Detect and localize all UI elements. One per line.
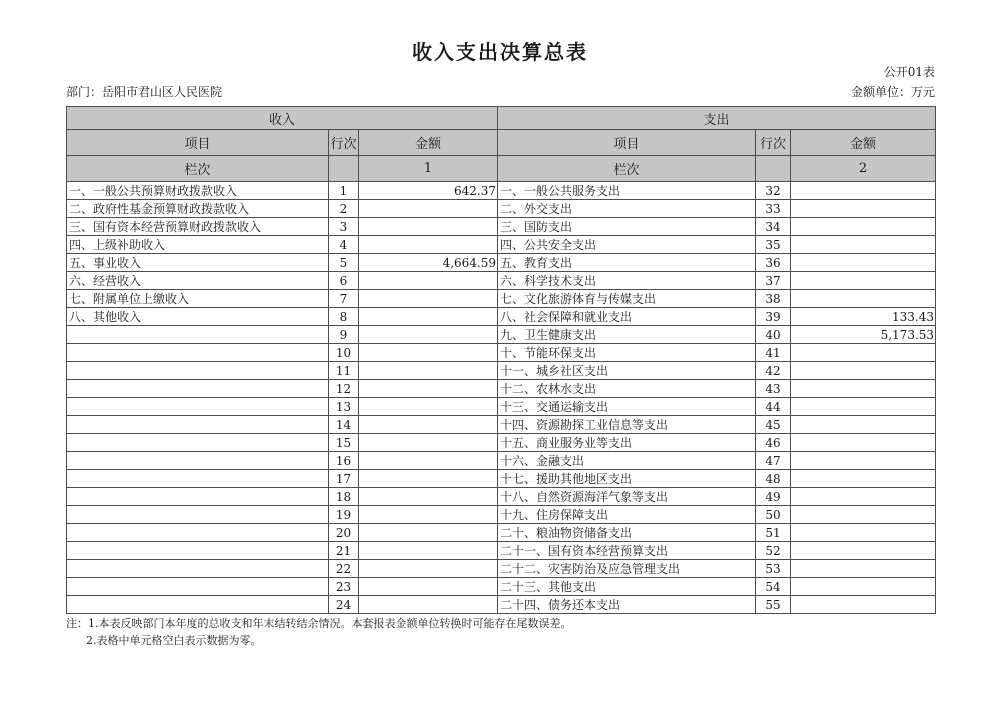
income-item-cell: 六、经营收入 — [67, 272, 329, 290]
table-row — [67, 578, 936, 596]
income-item-cell: 八、其他收入 — [67, 308, 329, 326]
expense-amount-cell — [791, 272, 936, 290]
income-amount-header: 金额 — [359, 130, 498, 156]
income-rowno-cell: 10 — [329, 344, 359, 362]
expense-amount-cell — [791, 596, 936, 614]
expense-amount-cell — [791, 506, 936, 524]
income-rowno-cell: 11 — [329, 362, 359, 380]
unit-label: 金额单位：万元 — [850, 85, 935, 99]
expense-item-cell: 二十一、国有资本经营预算支出 — [498, 542, 756, 560]
expense-item-cell: 十三、交通运输支出 — [498, 398, 756, 416]
expense-rowno-cell: 35 — [756, 236, 791, 254]
income-amount-cell — [359, 470, 498, 488]
income-rowno-cell: 21 — [329, 542, 359, 560]
income-item-cell — [67, 488, 329, 506]
expense-item-cell: 十四、资源勘探工业信息等支出 — [498, 416, 756, 434]
expense-rowno-cell: 55 — [756, 596, 791, 614]
table-row — [67, 254, 936, 272]
expense-rowno-cell: 39 — [756, 308, 791, 326]
expense-item-cell: 二、外交支出 — [498, 200, 756, 218]
expense-item-cell: 七、文化旅游体育与传媒支出 — [498, 290, 756, 308]
department-label: 部门：岳阳市君山区人民医院 — [66, 85, 223, 99]
table-row — [67, 434, 936, 452]
expense-lanci-empty — [756, 156, 791, 182]
expense-item-cell: 十一、城乡社区支出 — [498, 362, 756, 380]
table-row — [67, 362, 936, 380]
income-item-cell — [67, 398, 329, 416]
expense-amount-cell — [791, 344, 936, 362]
expense-rowno-cell: 43 — [756, 380, 791, 398]
expense-rowno-cell: 40 — [756, 326, 791, 344]
expense-item-cell: 二十、粮油物资储备支出 — [498, 524, 756, 542]
income-rowno-cell: 8 — [329, 308, 359, 326]
income-rowno-cell: 6 — [329, 272, 359, 290]
income-amount-cell — [359, 290, 498, 308]
expense-amount-cell — [791, 254, 936, 272]
budget-summary-table — [66, 106, 936, 614]
income-rowno-cell: 2 — [329, 200, 359, 218]
expense-item-header: 项目 — [498, 130, 756, 156]
table-row — [67, 272, 936, 290]
footnote-line-2: 2.表格中单元格空白表示数据为零。 — [86, 634, 262, 647]
expense-item-cell: 三、国防支出 — [498, 218, 756, 236]
income-amount-cell — [359, 344, 498, 362]
income-amount-cell — [359, 506, 498, 524]
income-item-cell — [67, 452, 329, 470]
income-rowno-cell: 15 — [329, 434, 359, 452]
income-item-cell — [67, 596, 329, 614]
expense-rowno-cell: 47 — [756, 452, 791, 470]
expense-section-header: 支出 — [498, 107, 936, 130]
expense-rowno-cell: 41 — [756, 344, 791, 362]
income-rowno-cell: 7 — [329, 290, 359, 308]
income-rowno-cell: 12 — [329, 380, 359, 398]
table-row — [67, 488, 936, 506]
expense-amount-cell — [791, 362, 936, 380]
meta-row — [66, 83, 935, 100]
income-item-cell — [67, 362, 329, 380]
expense-rowno-cell: 46 — [756, 434, 791, 452]
income-amount-cell — [359, 218, 498, 236]
table-row — [67, 506, 936, 524]
expense-amount-cell — [791, 218, 936, 236]
table-row — [67, 398, 936, 416]
expense-item-cell: 十五、商业服务业等支出 — [498, 434, 756, 452]
expense-item-cell: 二十四、债务还本支出 — [498, 596, 756, 614]
table-row — [67, 542, 936, 560]
income-item-cell — [67, 542, 329, 560]
expense-rowno-cell: 53 — [756, 560, 791, 578]
expense-item-cell: 十六、金融支出 — [498, 452, 756, 470]
expense-column-number: 2 — [791, 156, 936, 182]
table-row — [67, 524, 936, 542]
income-amount-cell — [359, 380, 498, 398]
income-rowno-cell: 17 — [329, 470, 359, 488]
income-item-cell: 五、事业收入 — [67, 254, 329, 272]
table-row — [67, 182, 936, 200]
income-rowno-cell: 13 — [329, 398, 359, 416]
expense-amount-cell — [791, 452, 936, 470]
expense-rowno-cell: 33 — [756, 200, 791, 218]
income-amount-cell — [359, 542, 498, 560]
income-amount-cell — [359, 416, 498, 434]
income-rowno-cell: 23 — [329, 578, 359, 596]
income-amount-cell — [359, 452, 498, 470]
expense-rowno-cell: 50 — [756, 506, 791, 524]
expense-item-cell: 九、卫生健康支出 — [498, 326, 756, 344]
expense-rowno-cell: 54 — [756, 578, 791, 596]
expense-item-cell: 二十二、灾害防治及应急管理支出 — [498, 560, 756, 578]
expense-item-cell: 十二、农林水支出 — [498, 380, 756, 398]
income-item-cell — [67, 470, 329, 488]
expense-rowno-cell: 36 — [756, 254, 791, 272]
income-rowno-cell: 9 — [329, 326, 359, 344]
income-amount-cell — [359, 596, 498, 614]
expense-amount-cell — [791, 524, 936, 542]
income-item-cell — [67, 416, 329, 434]
table-row — [67, 596, 936, 614]
income-amount-cell: 642.37 — [359, 182, 498, 200]
income-item-cell — [67, 560, 329, 578]
income-rowno-cell: 4 — [329, 236, 359, 254]
expense-item-cell: 五、教育支出 — [498, 254, 756, 272]
table-row — [67, 218, 936, 236]
income-item-header: 项目 — [67, 130, 329, 156]
income-item-cell — [67, 326, 329, 344]
expense-item-cell: 六、科学技术支出 — [498, 272, 756, 290]
expense-amount-cell — [791, 434, 936, 452]
expense-item-cell: 二十三、其他支出 — [498, 578, 756, 596]
income-amount-cell — [359, 488, 498, 506]
income-rowno-cell: 20 — [329, 524, 359, 542]
income-item-cell — [67, 578, 329, 596]
expense-rowno-cell: 44 — [756, 398, 791, 416]
income-item-cell — [67, 380, 329, 398]
expense-rowno-cell: 49 — [756, 488, 791, 506]
expense-amount-header: 金额 — [791, 130, 936, 156]
table-row — [67, 344, 936, 362]
expense-amount-cell — [791, 236, 936, 254]
table-row — [67, 200, 936, 218]
column-index-row — [67, 156, 936, 182]
footnotes — [66, 615, 940, 649]
expense-amount-cell — [791, 560, 936, 578]
income-rowno-cell: 18 — [329, 488, 359, 506]
income-item-cell: 一、一般公共预算财政拨款收入 — [67, 182, 329, 200]
expense-item-cell: 十七、援助其他地区支出 — [498, 470, 756, 488]
section-header-row — [67, 107, 936, 130]
income-item-cell — [67, 434, 329, 452]
footnote-line-1: 注：1.本表反映部门本年度的总收支和年末结转结余情况。本套报表金额单位转换时可能存在尾数误差。 — [66, 617, 572, 630]
table-row — [67, 560, 936, 578]
income-amount-cell — [359, 560, 498, 578]
expense-rowno-cell: 52 — [756, 542, 791, 560]
expense-rowno-cell: 32 — [756, 182, 791, 200]
income-amount-cell — [359, 200, 498, 218]
income-amount-cell — [359, 308, 498, 326]
expense-amount-cell — [791, 578, 936, 596]
income-rowno-cell: 3 — [329, 218, 359, 236]
table-row — [67, 290, 936, 308]
income-item-cell: 七、附属单位上缴收入 — [67, 290, 329, 308]
expense-amount-cell: 133.43 — [791, 308, 936, 326]
expense-item-cell: 一、一般公共服务支出 — [498, 182, 756, 200]
expense-amount-cell — [791, 200, 936, 218]
expense-item-cell: 十八、自然资源海洋气象等支出 — [498, 488, 756, 506]
expense-lanci-label: 栏次 — [498, 156, 756, 182]
income-amount-cell — [359, 524, 498, 542]
expense-amount-cell — [791, 542, 936, 560]
income-item-cell: 二、政府性基金预算财政拨款收入 — [67, 200, 329, 218]
expense-rowno-cell: 42 — [756, 362, 791, 380]
expense-rowno-header: 行次 — [756, 130, 791, 156]
income-item-cell: 三、国有资本经营预算财政拨款收入 — [67, 218, 329, 236]
expense-amount-cell — [791, 416, 936, 434]
expense-rowno-cell: 34 — [756, 218, 791, 236]
expense-rowno-cell: 38 — [756, 290, 791, 308]
column-header-row — [67, 130, 936, 156]
expense-item-cell: 四、公共安全支出 — [498, 236, 756, 254]
income-lanci-label: 栏次 — [67, 156, 329, 182]
income-column-number: 1 — [359, 156, 498, 182]
income-amount-cell — [359, 434, 498, 452]
income-rowno-cell: 22 — [329, 560, 359, 578]
income-amount-cell — [359, 362, 498, 380]
income-rowno-cell: 14 — [329, 416, 359, 434]
income-item-cell: 四、上级补助收入 — [67, 236, 329, 254]
expense-item-cell: 十九、住房保障支出 — [498, 506, 756, 524]
expense-rowno-cell: 48 — [756, 470, 791, 488]
income-lanci-empty — [329, 156, 359, 182]
income-rowno-cell: 5 — [329, 254, 359, 272]
income-item-cell — [67, 524, 329, 542]
income-amount-cell — [359, 236, 498, 254]
table-row — [67, 416, 936, 434]
income-amount-cell — [359, 398, 498, 416]
income-amount-cell — [359, 272, 498, 290]
expense-item-cell: 八、社会保障和就业支出 — [498, 308, 756, 326]
income-item-cell — [67, 506, 329, 524]
income-amount-cell — [359, 578, 498, 596]
expense-amount-cell — [791, 488, 936, 506]
expense-amount-cell — [791, 290, 936, 308]
expense-amount-cell: 5,173.53 — [791, 326, 936, 344]
income-rowno-cell: 16 — [329, 452, 359, 470]
expense-rowno-cell: 51 — [756, 524, 791, 542]
page-title: 收入支出决算总表 — [412, 40, 588, 64]
income-section-header: 收入 — [67, 107, 498, 130]
income-amount-cell: 4,664.59 — [359, 254, 498, 272]
expense-item-cell: 十、节能环保支出 — [498, 344, 756, 362]
table-row — [67, 326, 936, 344]
income-rowno-cell: 24 — [329, 596, 359, 614]
income-item-cell — [67, 344, 329, 362]
income-rowno-cell: 1 — [329, 182, 359, 200]
table-row — [67, 470, 936, 488]
table-row — [67, 236, 936, 254]
income-rowno-cell: 19 — [329, 506, 359, 524]
table-row — [67, 452, 936, 470]
expense-rowno-cell: 45 — [756, 416, 791, 434]
expense-amount-cell — [791, 398, 936, 416]
expense-rowno-cell: 37 — [756, 272, 791, 290]
expense-amount-cell — [791, 380, 936, 398]
income-amount-cell — [359, 326, 498, 344]
expense-amount-cell — [791, 182, 936, 200]
table-code-label: 公开01表 — [883, 65, 935, 79]
expense-amount-cell — [791, 470, 936, 488]
table-row — [67, 380, 936, 398]
table-row — [67, 308, 936, 326]
income-rowno-header: 行次 — [329, 130, 359, 156]
